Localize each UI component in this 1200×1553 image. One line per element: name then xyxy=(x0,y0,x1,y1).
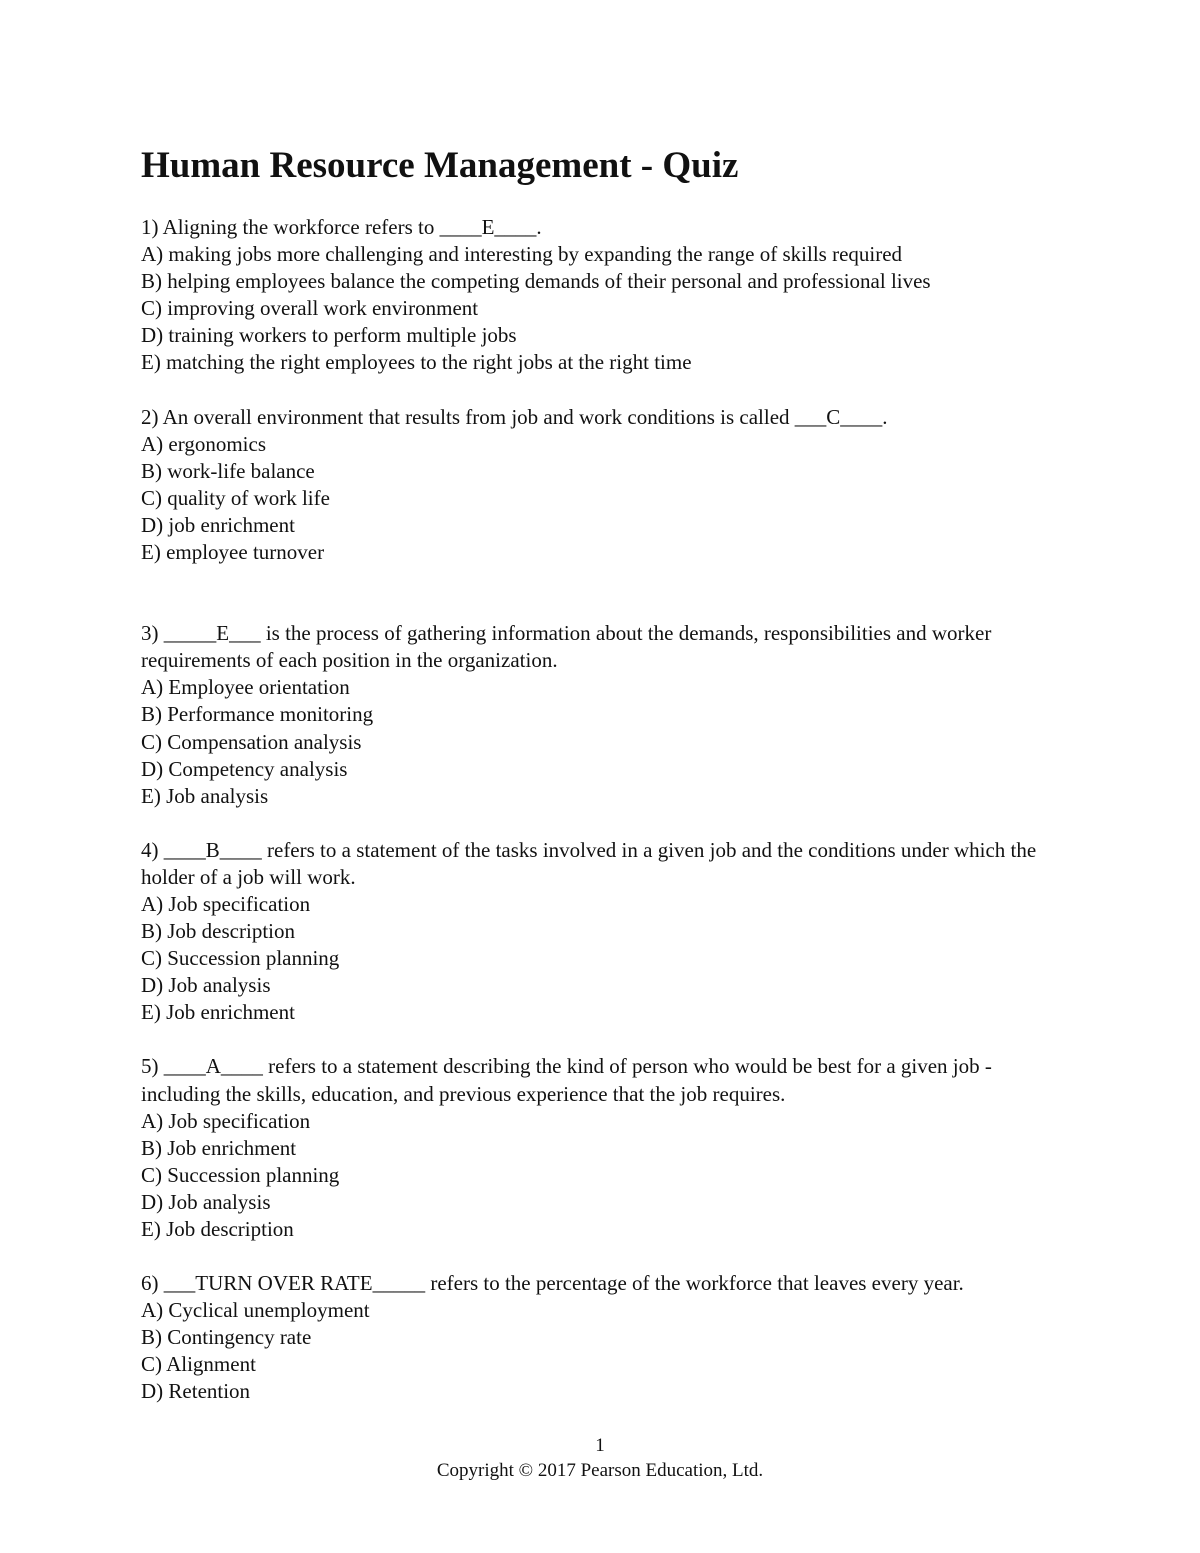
copyright-notice: Copyright © 2017 Pearson Education, Ltd. xyxy=(436,1460,764,1481)
answer-option: A) Job specification xyxy=(141,1108,311,1133)
question-stem: 4) ____B____ refers to a statement of the tasks involved in a given job and the conditions under which the holder of a job will work. xyxy=(141,837,1037,889)
answer-option: A) making jobs more challenging and interesting by expanding the range of skills required xyxy=(141,242,903,267)
answer-option: B) Performance monitoring xyxy=(141,702,374,727)
answer-option: A) Cyclical unemployment xyxy=(141,1298,370,1323)
answer-option: C) improving overall work environment xyxy=(141,296,479,321)
answer-option: D) Retention xyxy=(141,1379,251,1404)
answer-option: D) training workers to perform multiple jobs xyxy=(141,323,517,348)
question-stem: 5) ____A____ refers to a statement describing the kind of person who would be best for a given job - including the skills, education, and previous experience that the job requires. xyxy=(141,1054,992,1106)
answer-option: B) helping employees balance the competing demands of their personal and professional lives xyxy=(141,269,931,294)
answer-option: B) Job description xyxy=(141,919,295,944)
answer-option: D) Job analysis xyxy=(141,1189,271,1214)
answer-option: E) Job enrichment xyxy=(141,1000,295,1025)
question-5 xyxy=(141,1053,1061,1243)
answer-option: C) Alignment xyxy=(141,1352,256,1377)
answer-option: A) ergonomics xyxy=(141,431,267,456)
answer-option: E) employee turnover xyxy=(141,540,325,565)
question-2 xyxy=(141,404,1061,567)
page-number: 1 xyxy=(595,1435,605,1456)
question-4 xyxy=(141,837,1061,1027)
answer-option: C) Succession planning xyxy=(141,1162,340,1187)
answer-option: E) matching the right employees to the right jobs at the right time xyxy=(141,350,692,375)
answer-option: A) Job specification xyxy=(141,891,311,916)
answer-option: E) Job analysis xyxy=(141,783,269,808)
question-stem: 1) Aligning the workforce refers to ____E____. xyxy=(141,215,542,239)
question-1 xyxy=(141,214,1061,377)
answer-option: B) Job enrichment xyxy=(141,1135,297,1160)
question-stem: 3) _____E___ is the process of gathering information about the demands, responsibilities and worker requirements of each position in the organization. xyxy=(141,621,992,673)
question-stem: 6) ___TURN OVER RATE_____ refers to the percentage of the workforce that leaves every year. xyxy=(141,1271,964,1296)
question-6 xyxy=(141,1270,1061,1405)
answer-option: A) Employee orientation xyxy=(141,675,350,700)
quiz-body xyxy=(141,214,1061,1433)
answer-option: E) Job description xyxy=(141,1217,294,1241)
answer-option: B) work-life balance xyxy=(141,458,315,483)
answer-option: D) Competency analysis xyxy=(141,756,348,781)
question-3 xyxy=(141,620,1061,810)
answer-option: C) Compensation analysis xyxy=(141,729,362,754)
question-stem: 2) An overall environment that results from job and work conditions is called ___C____. xyxy=(141,404,888,429)
answer-option: C) quality of work life xyxy=(141,485,330,510)
answer-option: B) Contingency rate xyxy=(141,1325,312,1350)
answer-option: D) job enrichment xyxy=(141,512,295,537)
answer-option: C) Succession planning xyxy=(141,946,340,971)
answer-option: D) Job analysis xyxy=(141,973,271,998)
page-title: Human Resource Management - Quiz xyxy=(141,145,739,186)
